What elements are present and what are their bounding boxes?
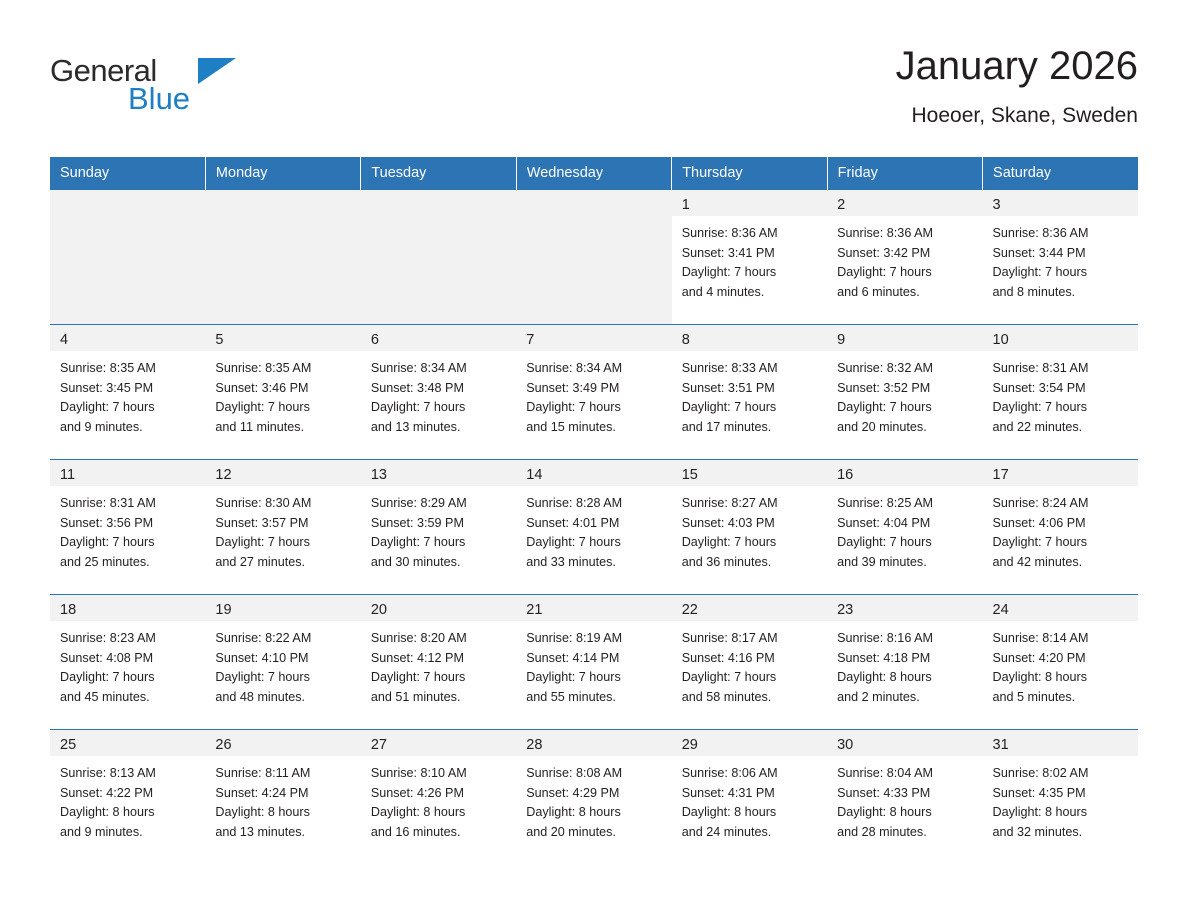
day-detail-line: Sunset: 3:46 PM <box>215 380 309 395</box>
calendar-day-cell[interactable] <box>361 460 516 595</box>
day-number: 6 <box>361 325 516 351</box>
day-detail-line: Sunset: 4:31 PM <box>681 785 775 800</box>
day-detail-line: Sunrise: 8:25 AM <box>837 496 934 510</box>
day-detail-line: Daylight: 7 hours <box>526 670 621 685</box>
day-detail-line: and 2 minutes. <box>837 689 920 704</box>
day-detail-line: Sunset: 3:54 PM <box>992 380 1086 395</box>
day-number: 20 <box>361 595 516 621</box>
calendar-day-cell[interactable] <box>361 595 516 730</box>
calendar-day-cell[interactable] <box>672 730 827 865</box>
day-details <box>827 216 982 302</box>
calendar-day-cell[interactable] <box>827 460 982 595</box>
day-details <box>672 216 827 302</box>
day-detail-line: and 33 minutes. <box>526 554 616 569</box>
weekday-header-tuesday: Tuesday <box>361 157 516 190</box>
day-detail-line: Daylight: 7 hours <box>681 400 777 415</box>
day-number: 22 <box>672 595 827 621</box>
calendar-day-cell[interactable] <box>516 595 671 730</box>
calendar-day-cell[interactable] <box>827 595 982 730</box>
day-number: 23 <box>827 595 982 621</box>
day-detail-line: and 30 minutes. <box>370 554 461 569</box>
day-detail-line: Sunrise: 8:13 AM <box>60 766 156 780</box>
day-detail-line: Daylight: 7 hours <box>837 535 932 550</box>
calendar-day-cell[interactable] <box>516 325 671 460</box>
day-detail-line: Daylight: 7 hours <box>681 265 777 280</box>
day-number: 7 <box>516 325 671 351</box>
day-detail-line: Sunrise: 8:23 AM <box>60 631 156 645</box>
day-detail-line: Sunrise: 8:24 AM <box>992 496 1089 510</box>
day-detail-line: and 13 minutes. <box>215 824 306 839</box>
day-detail-line: Daylight: 7 hours <box>681 670 777 685</box>
day-detail-line: Sunset: 3:56 PM <box>60 515 154 530</box>
calendar-day-cell[interactable] <box>827 325 982 460</box>
day-number: 12 <box>205 460 360 486</box>
day-detail-line: and 28 minutes. <box>837 824 927 839</box>
day-detail-line: Sunrise: 8:28 AM <box>526 496 623 510</box>
calendar-day-cell[interactable] <box>983 325 1138 460</box>
calendar-day-cell[interactable] <box>50 595 205 730</box>
day-detail-line: Daylight: 7 hours <box>837 400 932 415</box>
calendar-day-cell[interactable] <box>50 730 205 865</box>
day-detail-line: Daylight: 7 hours <box>370 400 466 415</box>
day-detail-line: and 22 minutes. <box>992 419 1083 434</box>
day-details <box>827 351 982 437</box>
calendar-day-cell[interactable] <box>827 730 982 865</box>
day-detail-line: Sunrise: 8:08 AM <box>526 766 623 780</box>
day-detail-line: Sunset: 4:08 PM <box>60 650 154 665</box>
day-number: 17 <box>983 460 1138 486</box>
day-detail-line: Sunset: 4:10 PM <box>215 650 309 665</box>
day-detail-line: Daylight: 8 hours <box>526 805 621 820</box>
day-detail-line: and 58 minutes. <box>681 689 772 704</box>
calendar-day-cell[interactable] <box>205 730 360 865</box>
location-subtitle: Hoeoer, Skane, Sweden <box>911 104 1138 127</box>
day-detail-line: Sunset: 4:24 PM <box>215 785 309 800</box>
page-title: January 2026 <box>895 44 1138 88</box>
day-detail-line: Sunset: 4:16 PM <box>681 650 775 665</box>
day-detail-line: and 17 minutes. <box>681 419 772 434</box>
brand-name-general: General <box>50 53 157 88</box>
day-detail-line: Sunrise: 8:22 AM <box>215 631 312 645</box>
calendar-day-cell[interactable] <box>983 190 1138 325</box>
title-block <box>896 40 1138 130</box>
calendar-day-cell[interactable] <box>672 190 827 325</box>
day-detail-line: Sunrise: 8:04 AM <box>837 766 934 780</box>
day-details <box>361 486 516 572</box>
day-detail-line: Daylight: 7 hours <box>215 400 310 415</box>
day-detail-line: Daylight: 8 hours <box>681 805 777 820</box>
day-details <box>983 486 1138 572</box>
day-details <box>205 486 360 572</box>
day-details <box>361 756 516 842</box>
day-detail-line: and 5 minutes. <box>992 689 1076 704</box>
day-detail-line: Sunset: 4:35 PM <box>992 785 1086 800</box>
day-detail-line: Daylight: 7 hours <box>526 535 621 550</box>
day-detail-line: and 6 minutes. <box>837 284 920 299</box>
weekday-header-monday: Monday <box>205 157 360 190</box>
calendar-week-row <box>50 595 1138 730</box>
day-number: 5 <box>205 325 360 351</box>
day-detail-line: and 16 minutes. <box>370 824 461 839</box>
day-detail-line: Daylight: 7 hours <box>370 670 466 685</box>
day-detail-line: Sunset: 4:04 PM <box>837 515 931 530</box>
day-number: 14 <box>516 460 671 486</box>
calendar-day-cell[interactable] <box>983 595 1138 730</box>
day-details <box>983 756 1138 842</box>
day-detail-line: Daylight: 8 hours <box>370 805 466 820</box>
day-number: 11 <box>50 460 205 486</box>
weekday-header-wednesday: Wednesday <box>516 157 671 190</box>
calendar-week-row <box>50 730 1138 865</box>
calendar-day-cell[interactable] <box>827 190 982 325</box>
day-detail-line: Sunrise: 8:27 AM <box>681 496 778 510</box>
calendar-day-cell[interactable] <box>205 460 360 595</box>
day-detail-line: Sunset: 3:51 PM <box>681 380 775 395</box>
calendar-day-cell[interactable] <box>205 595 360 730</box>
day-detail-line: Daylight: 7 hours <box>992 535 1088 550</box>
day-detail-line: and 9 minutes. <box>60 824 143 839</box>
day-number: 29 <box>672 730 827 756</box>
day-detail-line: Sunset: 3:44 PM <box>992 245 1086 260</box>
day-number: 13 <box>361 460 516 486</box>
day-detail-line: and 24 minutes. <box>681 824 772 839</box>
day-details <box>50 351 205 437</box>
day-detail-line: Sunset: 4:03 PM <box>681 515 775 530</box>
day-detail-line: and 15 minutes. <box>526 419 616 434</box>
day-detail-line: Sunrise: 8:30 AM <box>215 496 312 510</box>
day-detail-line: Daylight: 7 hours <box>992 265 1088 280</box>
day-number: 2 <box>827 190 982 216</box>
day-number: 8 <box>672 325 827 351</box>
calendar-header-row <box>50 157 1138 190</box>
day-number: 1 <box>672 190 827 216</box>
day-number: 16 <box>827 460 982 486</box>
day-number: 26 <box>205 730 360 756</box>
day-detail-line: Daylight: 8 hours <box>992 670 1088 685</box>
day-detail-line: Daylight: 7 hours <box>60 400 155 415</box>
day-details <box>361 351 516 437</box>
day-details <box>827 486 982 572</box>
day-detail-line: and 32 minutes. <box>992 824 1083 839</box>
page-header <box>50 40 1138 140</box>
day-detail-line: Sunset: 3:57 PM <box>215 515 309 530</box>
weekday-header-friday: Friday <box>827 157 982 190</box>
calendar-day-cell[interactable] <box>50 460 205 595</box>
day-detail-line: Sunset: 4:20 PM <box>992 650 1086 665</box>
day-number: 30 <box>827 730 982 756</box>
day-details <box>983 351 1138 437</box>
brand-name-blue: Blue <box>128 81 191 116</box>
day-detail-line: and 20 minutes. <box>837 419 927 434</box>
day-number: 31 <box>983 730 1138 756</box>
calendar-cell-empty <box>516 190 671 325</box>
day-detail-line: and 55 minutes. <box>526 689 616 704</box>
triangle-flag-icon <box>198 58 236 84</box>
day-detail-line: and 45 minutes. <box>60 689 150 704</box>
day-number: 19 <box>205 595 360 621</box>
day-detail-line: Daylight: 8 hours <box>837 805 932 820</box>
day-number: 9 <box>827 325 982 351</box>
day-details <box>672 351 827 437</box>
day-detail-line: Sunrise: 8:34 AM <box>370 361 467 375</box>
day-number: 15 <box>672 460 827 486</box>
day-detail-line: Sunrise: 8:29 AM <box>370 496 467 510</box>
calendar-day-cell[interactable] <box>516 730 671 865</box>
day-details <box>827 621 982 707</box>
day-detail-line: Sunrise: 8:17 AM <box>681 631 778 645</box>
day-detail-line: and 36 minutes. <box>681 554 772 569</box>
day-detail-line: Sunset: 3:49 PM <box>526 380 620 395</box>
day-detail-line: Sunset: 3:52 PM <box>837 380 931 395</box>
calendar-day-cell[interactable] <box>983 460 1138 595</box>
day-details <box>516 351 671 437</box>
day-details <box>205 756 360 842</box>
day-detail-line: and 8 minutes. <box>992 284 1076 299</box>
day-details <box>672 621 827 707</box>
day-details <box>205 621 360 707</box>
calendar-week-row <box>50 190 1138 325</box>
day-detail-line: Sunrise: 8:19 AM <box>526 631 623 645</box>
calendar-cell-empty <box>205 190 360 325</box>
day-detail-line: Sunset: 4:18 PM <box>837 650 931 665</box>
calendar-body <box>50 190 1138 865</box>
day-number: 24 <box>983 595 1138 621</box>
day-detail-line: Sunset: 3:42 PM <box>837 245 931 260</box>
calendar-day-cell[interactable] <box>516 460 671 595</box>
day-detail-line: Daylight: 7 hours <box>992 400 1088 415</box>
day-detail-line: Daylight: 7 hours <box>370 535 466 550</box>
day-detail-line: Sunrise: 8:10 AM <box>370 766 467 780</box>
day-number: 4 <box>50 325 205 351</box>
day-detail-line: Sunrise: 8:14 AM <box>992 631 1089 645</box>
day-details <box>516 621 671 707</box>
day-detail-line: Sunset: 4:33 PM <box>837 785 931 800</box>
calendar-day-cell[interactable] <box>361 730 516 865</box>
calendar-cell-empty <box>50 190 205 325</box>
day-number: 21 <box>516 595 671 621</box>
day-detail-line: and 48 minutes. <box>215 689 306 704</box>
day-details <box>672 756 827 842</box>
day-detail-line: and 51 minutes. <box>370 689 461 704</box>
day-detail-line: Daylight: 7 hours <box>215 670 310 685</box>
day-detail-line: Sunset: 4:01 PM <box>526 515 620 530</box>
day-detail-line: and 9 minutes. <box>60 419 143 434</box>
day-number: 27 <box>361 730 516 756</box>
calendar-cell-empty <box>361 190 516 325</box>
day-details <box>516 756 671 842</box>
day-detail-line: Sunrise: 8:02 AM <box>992 766 1089 780</box>
calendar-week-row <box>50 325 1138 460</box>
day-detail-line: Sunrise: 8:36 AM <box>992 226 1089 240</box>
day-number: 10 <box>983 325 1138 351</box>
day-detail-line: Sunrise: 8:33 AM <box>681 361 778 375</box>
day-detail-line: and 27 minutes. <box>215 554 306 569</box>
day-detail-line: Daylight: 8 hours <box>992 805 1088 820</box>
day-detail-line: Daylight: 7 hours <box>681 535 777 550</box>
day-details <box>983 621 1138 707</box>
calendar-day-cell[interactable] <box>50 325 205 460</box>
day-details <box>983 216 1138 302</box>
weekday-header-sunday: Sunday <box>50 157 205 190</box>
day-detail-line: Sunset: 4:14 PM <box>526 650 620 665</box>
day-details <box>50 486 205 572</box>
weekday-header-thursday: Thursday <box>672 157 827 190</box>
calendar-day-cell[interactable] <box>983 730 1138 865</box>
day-detail-line: Sunset: 3:45 PM <box>60 380 154 395</box>
day-detail-line: Sunrise: 8:06 AM <box>681 766 778 780</box>
brand-logo[interactable] <box>50 40 350 114</box>
calendar-day-cell[interactable] <box>672 325 827 460</box>
day-detail-line: Sunrise: 8:31 AM <box>992 361 1089 375</box>
day-number: 18 <box>50 595 205 621</box>
day-details <box>827 756 982 842</box>
day-detail-line: and 20 minutes. <box>526 824 616 839</box>
day-detail-line: Sunrise: 8:20 AM <box>370 631 467 645</box>
day-detail-line: Daylight: 7 hours <box>60 535 155 550</box>
calendar-day-cell[interactable] <box>672 595 827 730</box>
calendar-week-row <box>50 460 1138 595</box>
day-detail-line: Sunset: 3:48 PM <box>370 380 464 395</box>
day-detail-line: Daylight: 7 hours <box>215 535 310 550</box>
day-details <box>205 351 360 437</box>
day-detail-line: Sunset: 3:59 PM <box>370 515 464 530</box>
day-detail-line: Sunrise: 8:35 AM <box>215 361 312 375</box>
day-detail-line: Daylight: 8 hours <box>215 805 310 820</box>
day-detail-line: Daylight: 7 hours <box>837 265 932 280</box>
day-number: 28 <box>516 730 671 756</box>
day-detail-line: and 42 minutes. <box>992 554 1083 569</box>
day-details <box>516 486 671 572</box>
day-detail-line: Sunrise: 8:36 AM <box>837 226 934 240</box>
day-detail-line: Sunset: 4:29 PM <box>526 785 620 800</box>
weekday-header-saturday: Saturday <box>983 157 1138 190</box>
day-detail-line: Daylight: 8 hours <box>60 805 155 820</box>
day-detail-line: Sunset: 4:12 PM <box>370 650 464 665</box>
calendar-day-cell[interactable] <box>205 325 360 460</box>
calendar-day-cell[interactable] <box>361 325 516 460</box>
day-detail-line: Sunrise: 8:36 AM <box>681 226 778 240</box>
day-detail-line: Sunset: 4:06 PM <box>992 515 1086 530</box>
day-detail-line: Sunset: 4:22 PM <box>60 785 154 800</box>
day-details <box>50 621 205 707</box>
sun-times-calendar <box>50 157 1138 865</box>
day-detail-line: and 25 minutes. <box>60 554 150 569</box>
day-detail-line: Sunset: 3:41 PM <box>681 245 775 260</box>
calendar-day-cell[interactable] <box>672 460 827 595</box>
day-detail-line: Sunrise: 8:32 AM <box>837 361 934 375</box>
day-detail-line: and 4 minutes. <box>681 284 765 299</box>
day-details <box>50 756 205 842</box>
day-detail-line: Sunrise: 8:16 AM <box>837 631 934 645</box>
day-detail-line: Sunrise: 8:34 AM <box>526 361 623 375</box>
day-detail-line: Sunrise: 8:31 AM <box>60 496 156 510</box>
day-detail-line: Daylight: 7 hours <box>526 400 621 415</box>
day-detail-line: and 11 minutes. <box>215 419 305 434</box>
day-detail-line: Sunrise: 8:11 AM <box>215 766 311 780</box>
day-details <box>672 486 827 572</box>
day-number: 25 <box>50 730 205 756</box>
day-detail-line: Sunrise: 8:35 AM <box>60 361 156 375</box>
day-detail-line: Daylight: 7 hours <box>60 670 155 685</box>
day-details <box>361 621 516 707</box>
day-number: 3 <box>983 190 1138 216</box>
day-detail-line: and 39 minutes. <box>837 554 927 569</box>
day-detail-line: Sunset: 4:26 PM <box>370 785 464 800</box>
day-detail-line: and 13 minutes. <box>370 419 461 434</box>
day-detail-line: Daylight: 8 hours <box>837 670 932 685</box>
